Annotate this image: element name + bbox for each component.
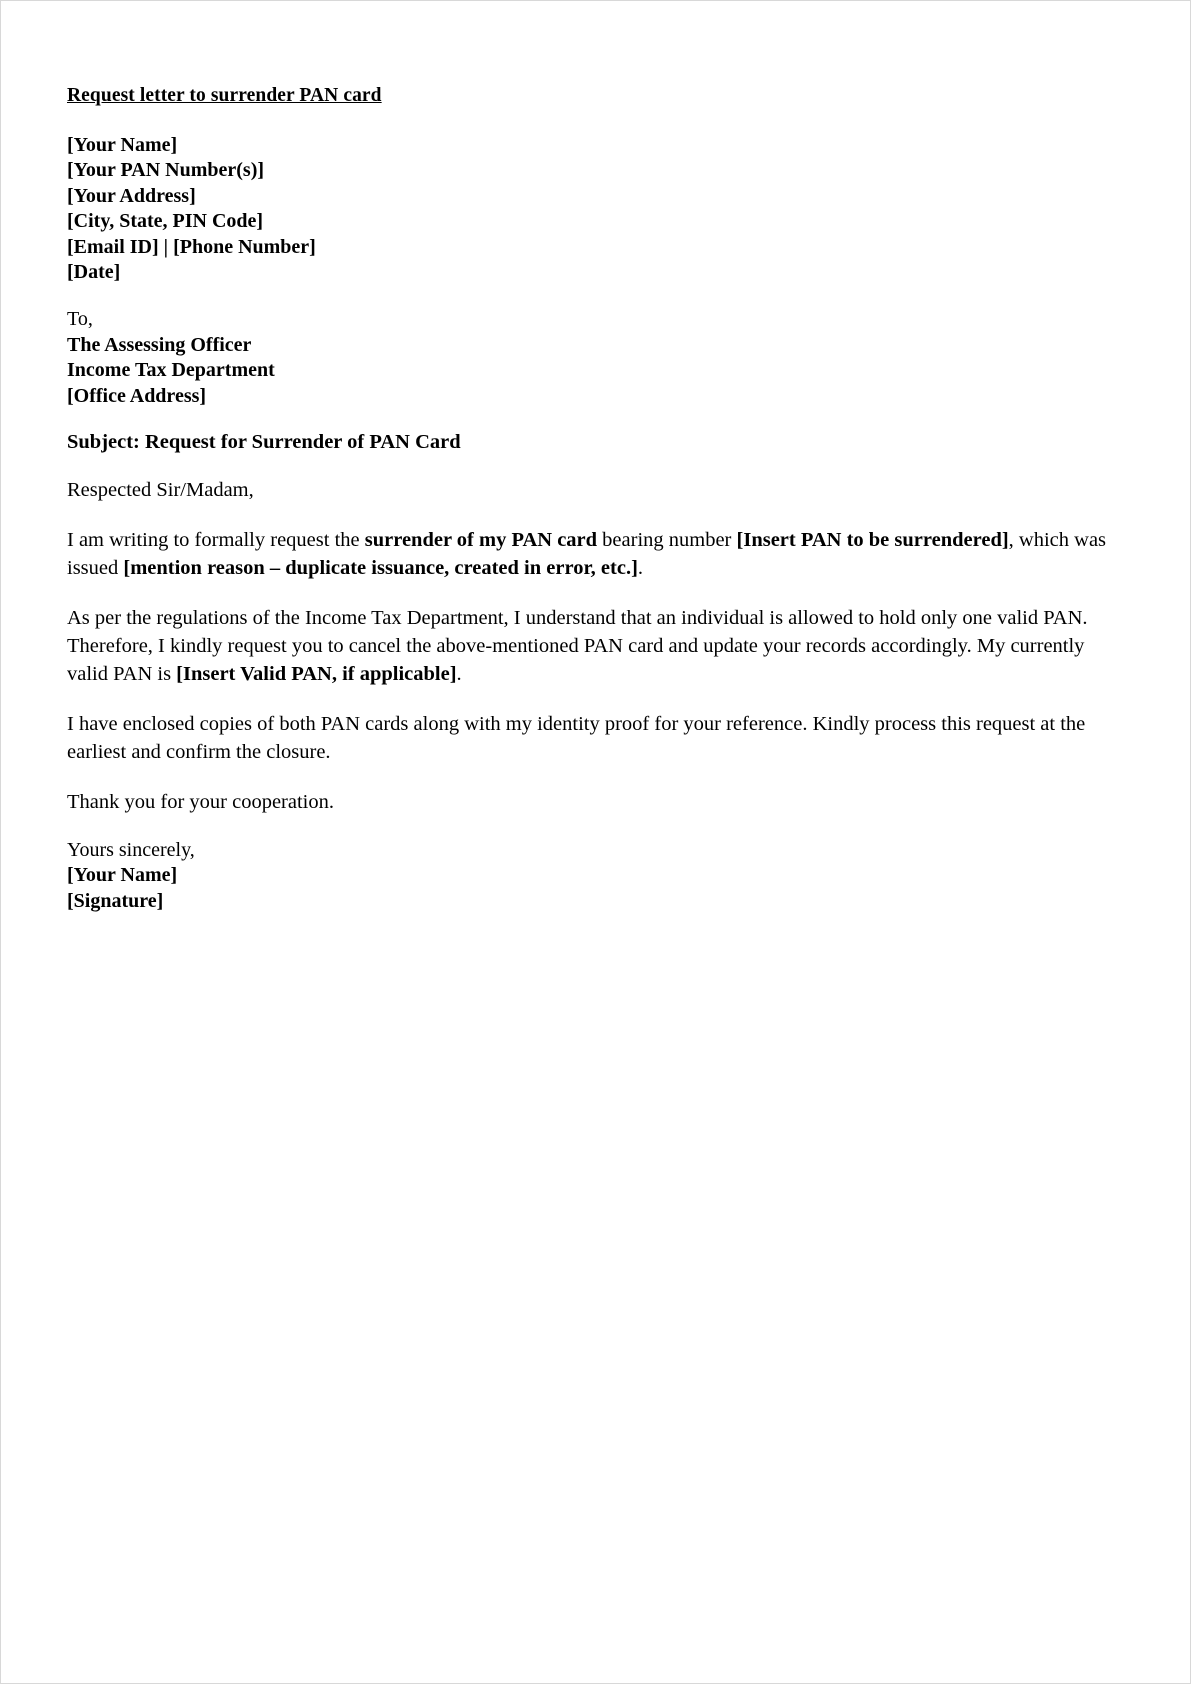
paragraph-request-bold-3: [mention reason – duplicate issuance, created in error, etc.] xyxy=(123,557,638,580)
document-body xyxy=(67,85,1107,936)
paragraph-thanks: Thank you for your cooperation. xyxy=(67,791,334,814)
paragraph-request-text-3: , which was issued xyxy=(67,529,1107,580)
recipient-to-label: To, xyxy=(67,308,93,331)
paragraph-request xyxy=(67,526,1107,582)
paragraph-request-text-1: I am writing to formally request the xyxy=(67,529,365,552)
paragraph-request-text-2: bearing number xyxy=(597,529,737,552)
paragraph-regulations-bold-1: [Insert Valid PAN, if applicable] xyxy=(176,663,457,686)
closing-name: [Your Name] xyxy=(67,864,178,887)
closing-block xyxy=(67,838,1107,914)
paragraph-request-text-4: . xyxy=(637,557,644,580)
recipient-office-address-line: [Office Address] xyxy=(67,384,207,407)
paragraph-regulations-text-2: . xyxy=(456,663,462,686)
sender-pan-line: [Your PAN Number(s)] xyxy=(67,159,265,182)
paragraph-regulations-text-1: As per the regulations of the Income Tax Department, I understand that an individual is allowed to hold only one valid PAN. Therefore, I kindly request you to cancel the above-mentioned PAN card and update your records accordingly. My currently valid PAN is xyxy=(67,607,1088,686)
valediction: Yours sincerely, xyxy=(67,839,195,862)
sender-name-line: [Your Name] xyxy=(67,134,178,156)
sender-address-block xyxy=(67,133,1107,285)
subject-line: Subject: Request for Surrender of PAN Card xyxy=(67,431,461,454)
closing-signature: [Signature] xyxy=(67,889,164,912)
sender-date-line: [Date] xyxy=(67,261,121,284)
paragraph-request-bold-1: surrender of my PAN card xyxy=(364,529,598,552)
page-title: Request letter to surrender PAN card xyxy=(67,85,382,106)
salutation: Respected Sir/Madam, xyxy=(67,479,254,502)
sender-city-line: [City, State, PIN Code] xyxy=(67,210,264,233)
paragraph-enclosures: I have enclosed copies of both PAN cards along with my identity proof for your reference. Kindly process this request at the earliest and confirm the closure. xyxy=(67,713,1086,764)
paragraph-regulations xyxy=(67,604,1107,688)
paragraph-request-bold-2: [Insert PAN to be surrendered] xyxy=(736,529,1009,552)
recipient-officer-line: The Assessing Officer xyxy=(67,333,252,356)
sender-address-line: [Your Address] xyxy=(67,184,196,207)
recipient-department-line: Income Tax Department xyxy=(67,359,275,382)
recipient-address-block xyxy=(67,307,1107,409)
sender-contact-line: [Email ID] | [Phone Number] xyxy=(67,235,316,258)
